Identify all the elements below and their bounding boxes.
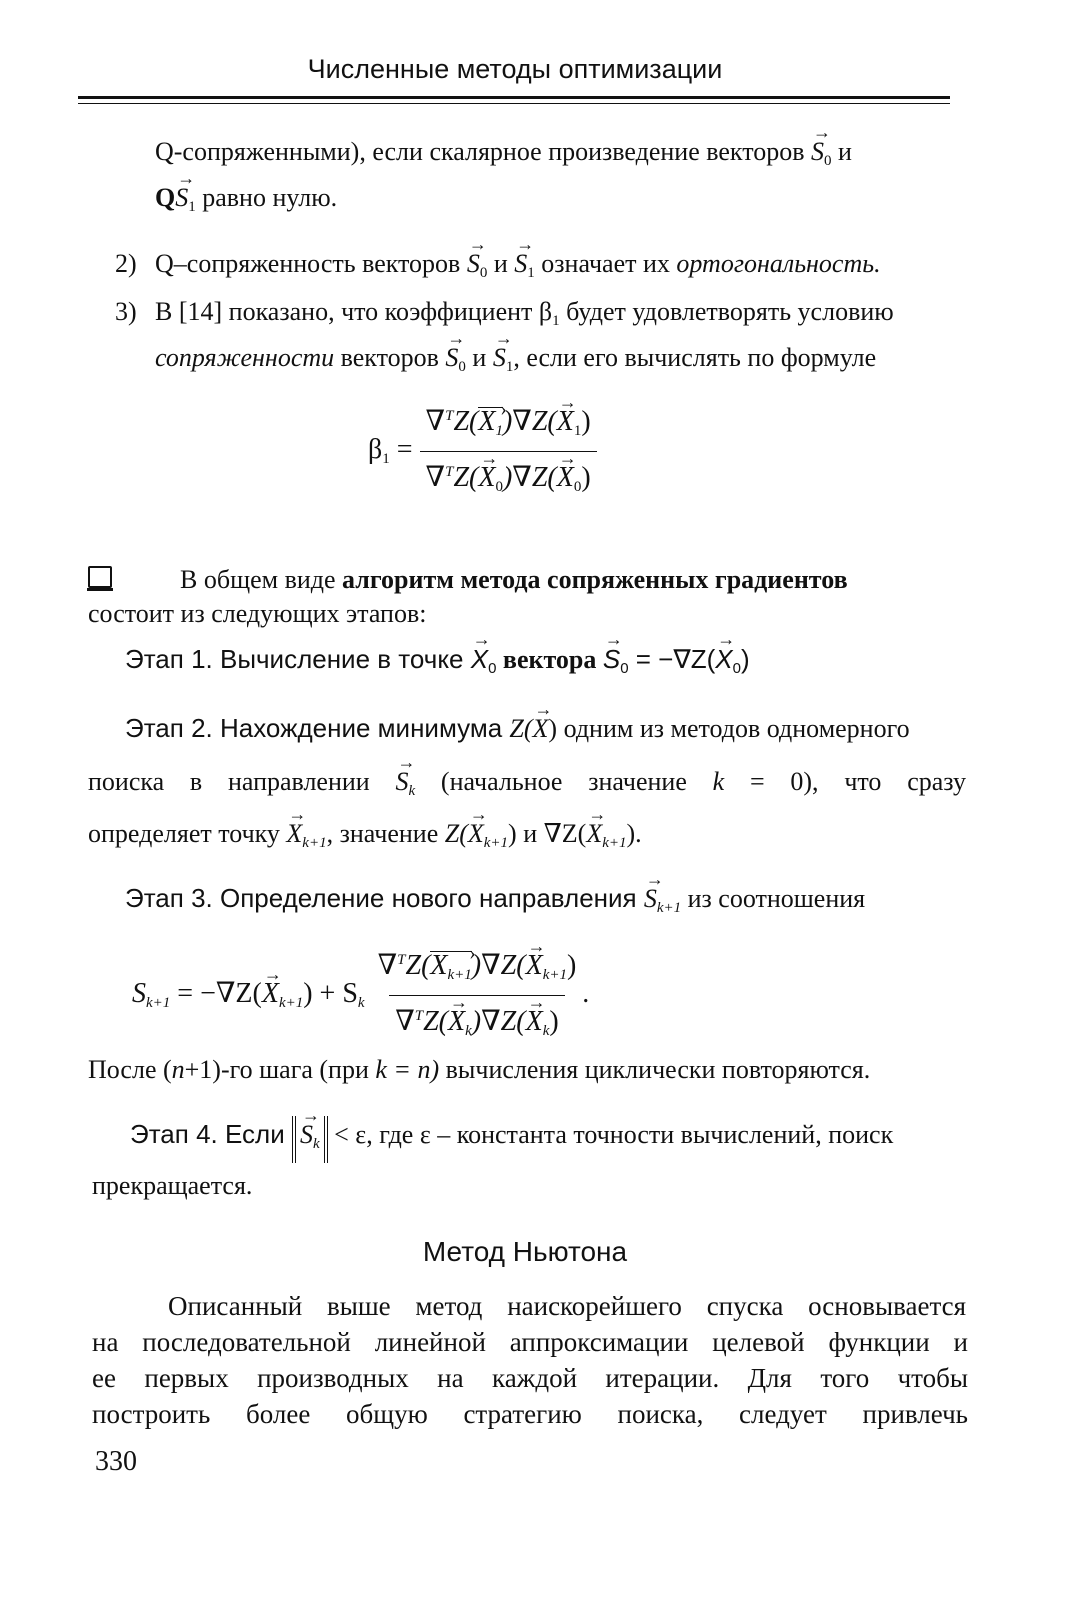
sub: 0	[824, 153, 832, 169]
func-z: Z(	[444, 819, 468, 848]
vector-sk: → S	[395, 766, 408, 798]
section-line-3: ее первых производных на каждой итерации. Для того чтобы	[92, 1363, 968, 1393]
formula2-mid-a: = −∇Z(	[170, 977, 262, 1009]
paren: ).	[626, 819, 642, 848]
step3-text-a: Этап 3. Определение нового направления	[125, 883, 644, 913]
item2-and: и	[487, 249, 515, 278]
sub: k+1	[302, 835, 327, 851]
algo-intro-a: В общем виде	[180, 565, 343, 594]
vector-s1: → S	[514, 248, 527, 280]
list-item-2	[115, 248, 881, 289]
header-rule-thin	[78, 103, 950, 104]
item-number: 2)	[115, 249, 137, 278]
header-rule-thick	[78, 96, 950, 99]
sub: 0	[620, 660, 629, 677]
after-c: вычисления циклически повторяются.	[439, 1055, 871, 1084]
paren: )	[740, 644, 750, 674]
equals: =	[389, 433, 413, 465]
item3-text-a: В [14] показано, что коэффициент β	[155, 297, 553, 326]
sub: 0	[732, 660, 741, 677]
step4-text-b: < ε, где ε – константа точности вычислений, поиск	[327, 1120, 894, 1149]
var-k: k	[712, 767, 725, 796]
sub: k+1	[146, 994, 171, 1011]
step2-text-e: = 0), что сразу	[724, 767, 966, 796]
p1-line2	[155, 182, 337, 223]
denominator: $\nabla^TZ(\to X_0)\nabla Z(\to X_0)$	[420, 451, 597, 503]
list-item-3-line2	[155, 342, 876, 383]
vector-s0: → S	[445, 342, 458, 374]
vector-s1: → S	[175, 182, 188, 214]
item3-emphasis: сопряженности	[155, 343, 335, 372]
step-2-line1	[125, 712, 910, 745]
grad-z: ∇Z(	[543, 819, 587, 848]
vector-x0: → X	[715, 643, 732, 675]
page-number: 330	[95, 1446, 137, 1477]
step-4	[130, 1116, 893, 1163]
paren: )	[548, 714, 558, 743]
item3-text-b: будет удовлетворять условию	[559, 297, 894, 326]
sub: 0	[458, 359, 466, 375]
sub: k	[357, 994, 365, 1011]
running-header: Численные методы оптимизации	[307, 54, 723, 84]
func-z: Z(	[509, 714, 533, 743]
step1-bold: вектора	[496, 645, 603, 674]
step2-text-c: поиска в направлении	[88, 767, 396, 796]
p1-text-b: и	[831, 137, 852, 166]
after-a: После (	[88, 1055, 172, 1084]
step2-text-g: , значение	[326, 819, 445, 848]
sub: k	[408, 783, 416, 799]
vector-xk1: → X	[262, 978, 279, 1010]
p1-line1	[155, 136, 960, 177]
sub: 1	[382, 450, 390, 467]
step4-text-a: Этап 4. Если	[130, 1119, 292, 1149]
item3-text-c: векторов	[334, 343, 446, 372]
step-1	[125, 643, 750, 685]
algo-intro-bold: алгоритм метода сопряженных градиентов	[342, 565, 848, 594]
algo-intro-line1	[180, 564, 848, 596]
denominator: $\nabla^TZ(\to X_k)\nabla Z(\to X_k)$	[389, 995, 564, 1047]
sub: k+1	[602, 835, 627, 851]
vector-s0: → S	[811, 136, 824, 168]
vector-x: → X	[533, 713, 549, 745]
sub: 0	[488, 660, 497, 677]
step-2-line3	[88, 818, 642, 859]
period: .	[582, 977, 590, 1009]
fraction	[372, 944, 583, 1047]
step-2-line2	[88, 766, 966, 807]
step1-eq: = −∇Z(	[628, 644, 716, 674]
vector-xk1: → X	[468, 818, 484, 850]
sub: 1	[527, 265, 535, 281]
fraction	[420, 400, 597, 503]
item2-text-a: Q–сопряженность векторов	[155, 249, 467, 278]
vector-s0: → S	[603, 643, 620, 675]
norm: → $S_k$	[292, 1116, 328, 1163]
vector-x0: → X	[471, 643, 488, 675]
p1-text-c: равно нулю.	[195, 183, 338, 212]
section-heading: Метод Ньютона	[422, 1236, 628, 1267]
sub: 1	[552, 313, 560, 329]
step2-text-d: (начальное значение	[415, 767, 713, 796]
item3-and: и	[465, 343, 493, 372]
item-number: 3)	[115, 297, 137, 326]
algo-intro-line2: состоит из следующих этапов:	[88, 599, 427, 628]
section-line-1: Описанный выше метод наискорейшего спуска основывается	[168, 1291, 966, 1321]
item2-emphasis: ортогональность.	[676, 249, 881, 278]
vector-xk1: → X	[286, 818, 302, 850]
p1-text-a: Q-сопряженными), если скалярное произведение векторов	[155, 137, 812, 166]
formula-sk1	[132, 944, 589, 1047]
paren: )	[508, 819, 517, 848]
vector-xk1: → X	[586, 818, 602, 850]
after-b: +1)-го шага (при	[184, 1055, 376, 1084]
computer-icon	[88, 566, 112, 588]
formula2-mid-b: ) + S	[303, 977, 358, 1009]
sub: 1	[188, 199, 196, 215]
section-line-2: на последовательной линейной аппроксимации целевой функции и	[92, 1327, 968, 1357]
step2-text-f: определяет точку	[88, 819, 287, 848]
k-equals-n: k = n)	[375, 1055, 440, 1084]
item2-text-b: означает их	[534, 249, 677, 278]
numerator: $\nabla^TZ(X_1$ ›)∇Z(→ $X_1$)	[420, 400, 597, 451]
numerator: $\nabla^TZ(X_{k+1}$ ›)∇Z(→ $X_{k+1}$)	[372, 944, 583, 995]
sub: 1	[505, 359, 514, 375]
sub: 0	[479, 265, 488, 281]
sub: k+1	[483, 835, 509, 851]
vector-s1: → S	[493, 342, 506, 374]
matrix-q: Q	[155, 183, 176, 212]
step1-text: Этап 1. Вычисление в точке	[125, 644, 471, 674]
s: S	[132, 977, 146, 1009]
var-n: n	[171, 1055, 185, 1084]
step3-text-b: из соотношения	[681, 884, 866, 913]
sub: k+1	[278, 994, 304, 1011]
vector-s0: → S	[467, 248, 480, 280]
cycle-note	[88, 1054, 870, 1086]
step-4-line2: прекращается.	[92, 1171, 253, 1200]
step-3	[125, 882, 865, 924]
sub: k+1	[656, 900, 682, 916]
item3-text-d: , если его вычислять по формуле	[513, 343, 877, 372]
beta: β	[368, 433, 383, 465]
vector-sk1: → S	[644, 883, 657, 915]
step2-text-b: одним из методов одномерного	[557, 714, 910, 743]
formula-beta1	[368, 400, 597, 503]
step2-text-a: Этап 2. Нахождение минимума	[125, 713, 510, 743]
section-line-4: построить более общую стратегию поиска, следует привлечь	[92, 1399, 968, 1429]
and: и	[516, 819, 544, 848]
